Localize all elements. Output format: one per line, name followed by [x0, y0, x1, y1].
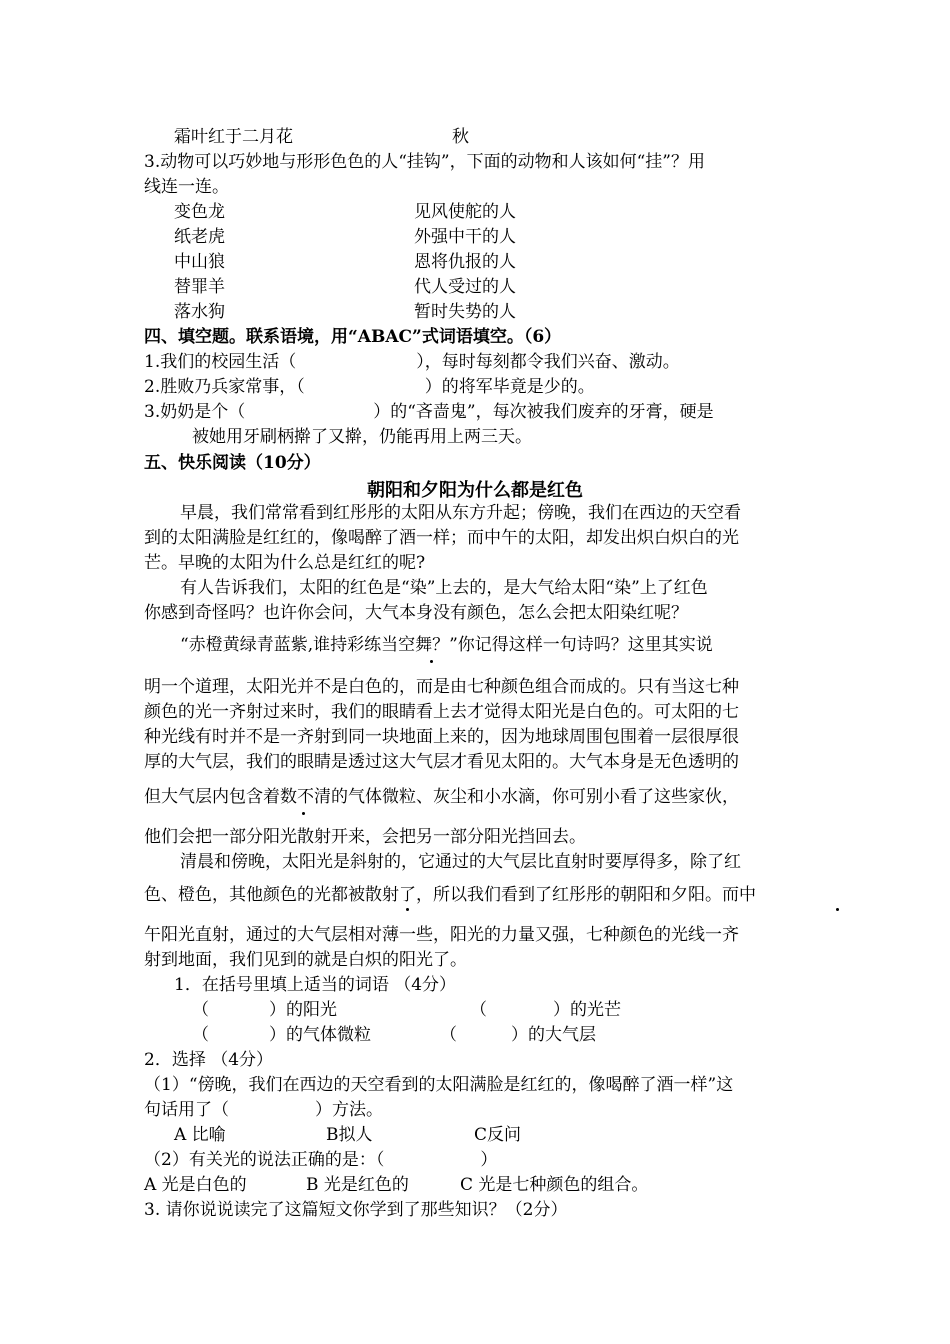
emphasis-dot — [302, 812, 305, 815]
reading-question-2: 2．选择 （4分） — [144, 1050, 274, 1070]
blank-phrase-text: ）的阳光 — [269, 1000, 337, 1020]
passage-line: 到的太阳满脸是红红的，像喝醉了酒一样；而中午的太阳，却发出炽白炽白的光 — [144, 528, 739, 548]
person-item: 暂时失势的人 — [414, 302, 516, 322]
person-item: 恩将仇报的人 — [414, 252, 516, 272]
question-3-text-cont: 线连一连。 — [144, 177, 229, 197]
animal-item: 变色龙 — [174, 202, 225, 222]
section-4-heading: 四、填空题。联系语境，用“ABAC”式词语填空。（6） — [144, 327, 562, 347]
blank-phrase — [440, 1024, 596, 1046]
season-answer: 秋 — [452, 127, 469, 147]
section-5-heading: 五、快乐阅读（10分） — [144, 453, 321, 473]
passage-line: 清晨和傍晚，太阳光是斜射的，它通过的大气层比直射时要厚得多，除了红 — [180, 852, 741, 872]
question-2-1-end: ）方法。 — [315, 1100, 383, 1120]
fill-item-1 — [144, 351, 680, 373]
passage-line: 厚的大气层，我们的眼睛是透过这大气层才看见太阳的。大气本身是无色透明的 — [144, 752, 739, 772]
person-item: 代人受过的人 — [414, 277, 516, 297]
reading-question-1: 1．在括号里填上适当的词语 （4分） — [174, 975, 457, 995]
blank-phrase — [470, 999, 621, 1021]
animal-item: 替罪羊 — [174, 277, 225, 297]
option-b[interactable]: B拟人 — [326, 1125, 373, 1145]
emphasis-dot — [406, 908, 409, 911]
passage-line: 色、橙色，其他颜色的光都被散射了，所以我们看到了红彤彤的朝阳和夕阳。而中 — [144, 885, 756, 905]
passage-line: “赤橙黄绿青蓝紫,谁持彩练当空舞？”你记得这样一句诗吗？这里其实说 — [180, 635, 713, 655]
blank-phrase-text: ）的光芒 — [553, 1000, 621, 1020]
passage-line: 颜色的光一齐射过来时，我们的眼睛看上去才觉得太阳光是白色的。可太阳的七 — [144, 702, 739, 722]
passage-line: 早晨，我们常常看到红彤彤的太阳从东方升起；傍晚，我们在西边的天空看 — [180, 503, 741, 523]
question-2-2-start: （2）有关光的说法正确的是：（ — [144, 1150, 385, 1170]
fill-item-2 — [144, 376, 595, 398]
blank-phrase-text: ）的气体微粒 — [269, 1025, 371, 1045]
option-c[interactable]: C 光是七种颜色的组合。 — [460, 1175, 649, 1195]
passage-line: 有人告诉我们，太阳的红色是“染”上去的，是大气给太阳“染”上了红色 — [180, 578, 708, 598]
blank-phrase — [192, 999, 337, 1021]
fill-item-2-start: 2.胜败乃兵家常事，（ — [144, 377, 305, 397]
emphasis-dot — [836, 908, 839, 911]
fill-item-3-start: 3.奶奶是个（ — [144, 402, 246, 422]
question-2-1-cont — [144, 1099, 383, 1121]
question-2-2-end: ） — [480, 1150, 498, 1170]
question-2-1: （1）“傍晚，我们在西边的天空看到的太阳满脸是红红的，像喝醉了酒一样”这 — [144, 1075, 734, 1095]
fill-item-3 — [144, 401, 714, 423]
emphasis-dot — [430, 660, 433, 663]
passage-line: 你感到奇怪吗？也许你会问，大气本身没有颜色，怎么会把太阳染红呢？ — [144, 603, 688, 623]
passage-line: 种光线有时并不是一齐射到同一块地面上来的，因为地球周围包围着一层很厚很 — [144, 727, 739, 747]
person-item: 见风使舵的人 — [414, 202, 516, 222]
blank-open: （ — [192, 1000, 209, 1020]
fill-item-3-cont: 被她用牙刷柄擀了又擀，仍能再用上两三天。 — [192, 427, 532, 447]
blank-open: （ — [192, 1025, 209, 1045]
animal-item: 落水狗 — [174, 302, 225, 322]
blank-open: （ — [470, 1000, 487, 1020]
option-c[interactable]: C反问 — [474, 1125, 522, 1145]
passage-line: 芒。早晚的太阳为什么总是红红的呢? — [144, 553, 426, 573]
passage-line: 明一个道理，太阳光并不是白色的，而是由七种颜色组合而成的。只有当这七种 — [144, 677, 739, 697]
person-item: 外强中干的人 — [414, 227, 516, 247]
question-2-1-start: 句话用了（ — [144, 1100, 229, 1120]
fill-item-1-start: 1.我们的校园生活（ — [144, 352, 297, 372]
option-a[interactable]: A 光是白色的 — [144, 1175, 247, 1195]
option-a[interactable]: A 比喻 — [174, 1125, 226, 1145]
blank-open: （ — [440, 1025, 457, 1045]
passage-title: 朝阳和夕阳为什么都是红色 — [367, 480, 583, 501]
question-3-text: 3.动物可以巧妙地与形形色色的人“挂钩”，下面的动物和人该如何“挂”？用 — [144, 152, 705, 172]
reading-question-3: 3. 请你说说读完了这篇短文你学到了那些知识？（2分） — [144, 1200, 568, 1220]
passage-line: 但大气层内包含着数不清的气体微粒、灰尘和小水滴，你可别小看了这些家伙， — [144, 787, 739, 807]
passage-line: 他们会把一部分阳光散射开来，会把另一部分阳光挡回去。 — [144, 827, 586, 847]
option-b[interactable]: B 光是红色的 — [306, 1175, 409, 1195]
fill-item-1-end: ），每时每刻都令我们兴奋、激动。 — [416, 352, 680, 372]
blank-phrase-text: ）的大气层 — [511, 1025, 596, 1045]
passage-line: 午阳光直射，通过的大气层相对薄一些，阳光的力量又强，七种颜色的光线一齐 — [144, 925, 739, 945]
fill-item-3-end: ）的“吝啬鬼”，每次被我们废弃的牙膏，硬是 — [373, 402, 714, 422]
animal-item: 纸老虎 — [174, 227, 225, 247]
fill-item-2-end: ）的将军毕竟是少的。 — [424, 377, 595, 397]
animal-item: 中山狼 — [174, 252, 225, 272]
passage-line: 射到地面，我们见到的就是白炽的阳光了。 — [144, 950, 467, 970]
question-2-2 — [144, 1149, 497, 1171]
poem-line: 霜叶红于二月花 — [174, 127, 293, 147]
blank-phrase — [192, 1024, 371, 1046]
